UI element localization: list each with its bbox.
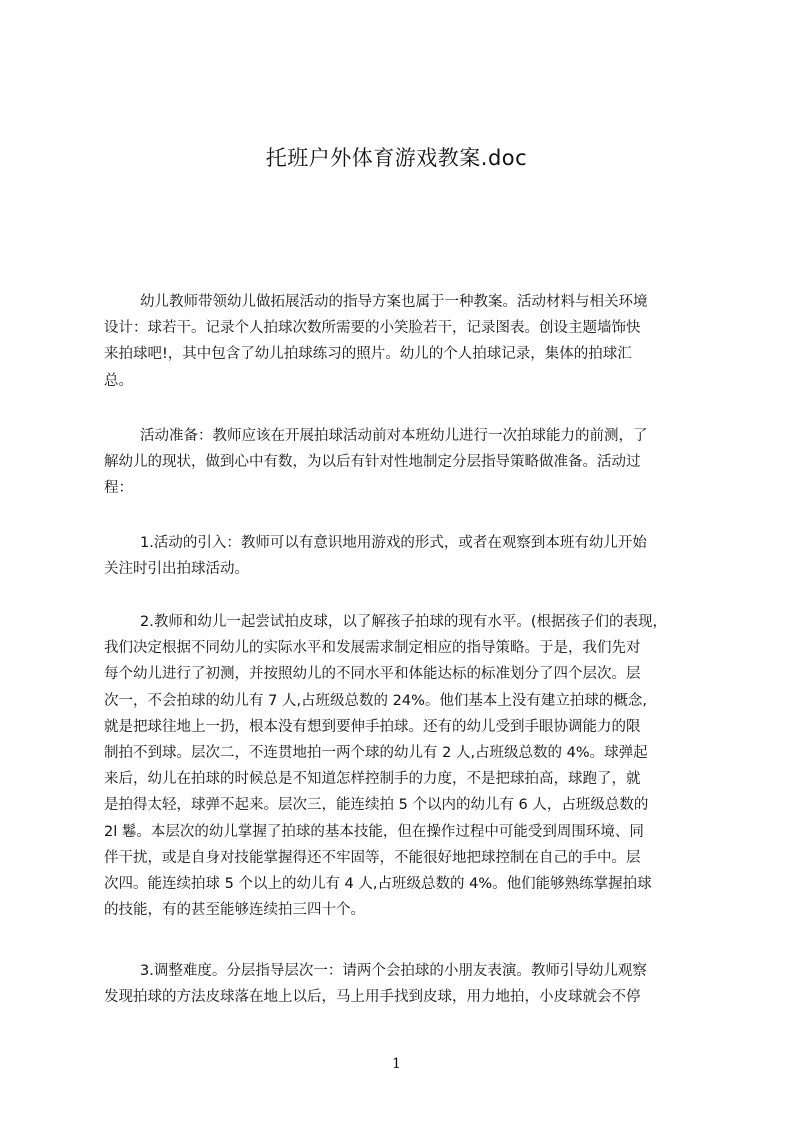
paragraph-line: 程： [104,480,133,497]
paragraph-line: 是拍得太轻，球弹不起来。层次三，能连续拍 5 个以内的幼儿有 6 人，占班级总数的 [104,797,649,814]
paragraph-step-1 [104,530,704,582]
paragraph-line: 关注时引出拍球活动。 [104,561,249,578]
paragraph-line: 解幼儿的现状，做到心中有数，为以后有针对性地制定分层指导策略做准备。活动过 [104,454,641,471]
paragraph-line: 2l 鬈。本层次的幼儿掌握了拍球的基本技能，但在操作过程中可能受到周围环境、同 [104,823,644,840]
paragraph-line: 就是把球往地上一扔，根本没有想到要伸手拍球。还有的幼儿受到手眼协调能力的限 [104,718,641,735]
paragraph-line: 活动准备：教师应该在开展拍球活动前对本班幼儿进行一次拍球能力的前测，了 [140,428,648,444]
paragraph-line: 2.教师和幼儿一起尝试拍皮球，以了解孩子拍球的现有水平。(根据孩子们的表现， [140,614,667,630]
paragraph-activity-materials [104,289,704,394]
paragraph-line: 幼儿教师带领幼儿做拓展活动的指导方案也属于一种教案。活动材料与相关环境 [140,294,648,310]
paragraph-line: 的技能，有的甚至能够连续拍三四十个。 [104,902,365,919]
paragraph-line: 总。 [104,372,133,389]
paragraph-step-3 [104,958,704,1010]
paragraph-line: 伴干扰，或是自身对技能掌握得还不牢固等，不能很好地把球控制在自己的手中。层 [104,849,641,866]
document-title: 托班户外体育游戏教案.doc [265,146,528,170]
paragraph-line: 3.调整难度。分层指导层次一：请两个会拍球的小朋友表演。教师引导幼儿观察 [140,963,647,979]
paragraph-step-2 [104,609,704,923]
paragraph-line: 1.活动的引入：教师可以有意识地用游戏的形式，或者在观察到本班有幼儿开始 [140,535,647,551]
paragraph-line: 制拍不到球。层次二，不连贯地拍一两个球的幼儿有 2 人,占班级总数的 4%。球弹起 [104,745,648,762]
paragraph-line: 发现拍球的方法皮球落在地上以后，马上用手找到皮球，用力地拍，小皮球就会不停 [104,989,641,1006]
paragraph-line: 我们决定根据不同幼儿的实际水平和发展需求制定相应的指导策略。于是，我们先对 [104,640,641,657]
paragraph-line: 次一，不会拍球的幼儿有 7 人,占班级总数的 24%。他们基本上没有建立拍球的概念, [104,692,647,709]
paragraph-line: 来后，幼儿在拍球的时候总是不知道怎样控制手的力度，不是把球拍高，球跑了，就 [104,771,641,788]
paragraph-activity-preparation [104,423,704,502]
paragraph-line: 设计：球若干。记录个人拍球次数所需要的小笑脸若干，记录图表。创设主题墙饰快 [104,320,641,337]
paragraph-line: 每个幼儿进行了初测，并按照幼儿的不同水平和体能达标的标准划分了四个层次。层 [104,666,641,683]
page-number: 1 [392,1056,401,1072]
paragraph-line: 来拍球吧!，其中包含了幼儿拍球练习的照片。幼儿的个人拍球记录，集体的拍球汇 [104,346,632,363]
paragraph-line: 次四。能连续拍球 5 个以上的幼儿有 4 人,占班级总数的 4%。他们能够熟练掌握拍球 [104,876,652,893]
